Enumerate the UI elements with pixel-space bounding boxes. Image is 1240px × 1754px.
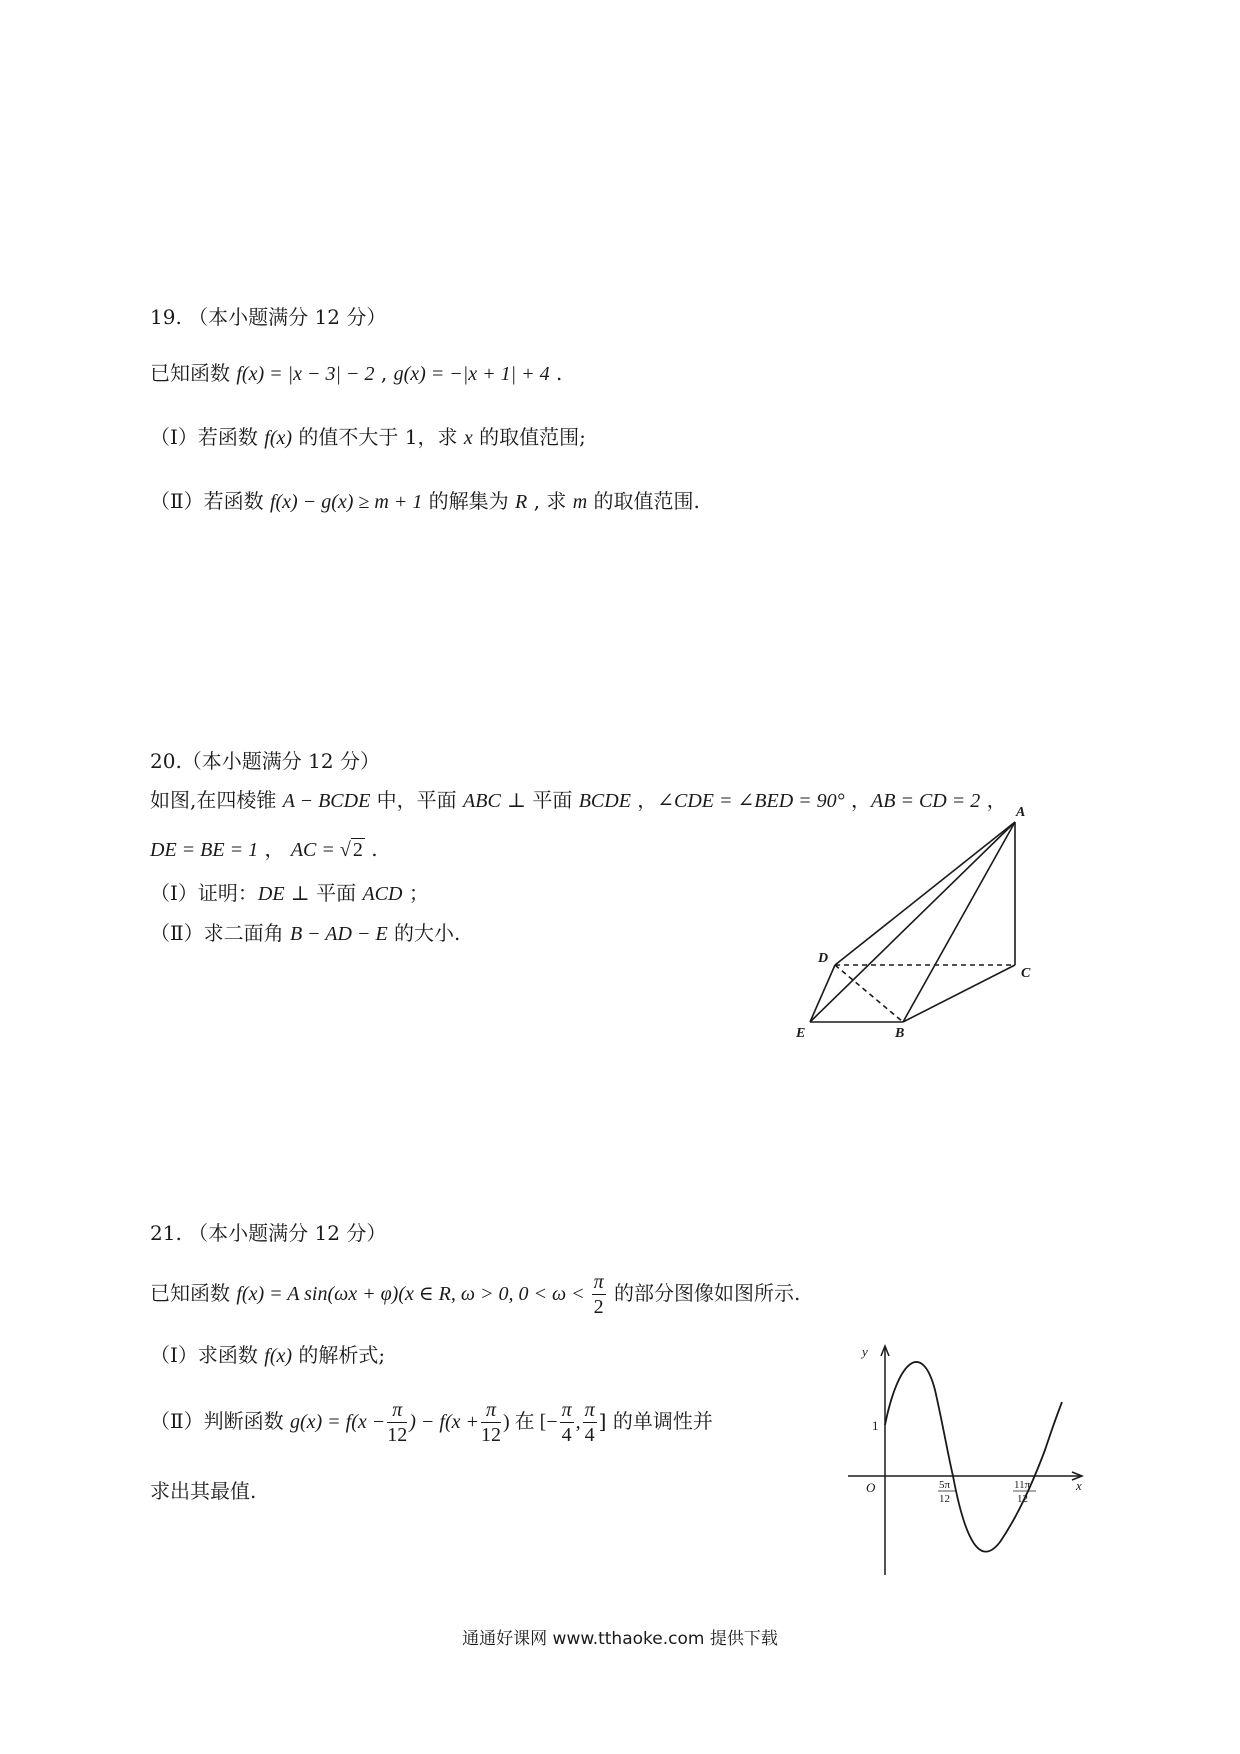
x-tick-5pi-12-den: 12	[939, 1493, 950, 1505]
q21-part1: （Ⅰ）求函数 f(x) 的解析式;	[150, 1343, 386, 1367]
edge-DE	[810, 965, 835, 1022]
label-C: C	[1021, 966, 1031, 981]
q19-f-definition: f(x) = |x − 3| − 2	[236, 363, 375, 385]
fraction-pi-over-4-a: $\frac{\pi}{4}$	[561, 1399, 572, 1446]
q20-stem-line2: DE = BE = 1 ， AC = √ 2 .	[150, 837, 378, 861]
sine-curve	[885, 1362, 1062, 1552]
axis-label-y: y	[862, 1344, 868, 1359]
fraction-pi-over-12-b: $\frac{\pi}{12}$	[481, 1399, 501, 1446]
q19-g-definition: g(x) = −|x + 1| + 4	[393, 363, 550, 385]
edge-AE	[810, 822, 1015, 1022]
edge-AD	[835, 822, 1015, 965]
q19-part2: （Ⅱ）若函数 f(x) − g(x) ≥ m + 1 的解集为 R , 求 m 的取值范围.	[150, 489, 700, 513]
q20-part2: （Ⅱ）求二面角 B − AD − E 的大小.	[150, 921, 461, 945]
q20-stem-line1: 如图,在四棱锥 A − BCDE 中，平面 ABC ⊥ 平面 BCDE ，∠CDE = ∠BED = 90° ，AB = CD = 2 ，	[150, 788, 1007, 812]
fraction-pi-over-4-b: $\frac{\pi}{4}$	[584, 1399, 595, 1446]
q19-part1: （Ⅰ）若函数 f(x) 的值不大于 1，求 x 的取值范围;	[150, 425, 586, 449]
q19-stem: 已知函数 f(x) = |x − 3| − 2 , g(x) = −|x + 1| + 4 .	[150, 361, 563, 385]
q20-header: 20.（本小题满分 12 分）	[150, 749, 380, 773]
q20-part1: （Ⅰ）证明：DE ⊥ 平面 ACD ；	[150, 881, 429, 905]
label-B: B	[895, 1026, 905, 1041]
sine-graph	[840, 1340, 1090, 1580]
q19-header: 19. （本小题满分 12 分）	[150, 305, 387, 329]
q21-part2: （Ⅱ）判断函数 g(x) = f(x − $\frac{\pi}{12}$ ) − f(x + $\frac{\pi}{12}$ ) 在 [− $\frac{\pi}{4}$ , $\frac{\pi}{4}$ ] 的单调性并	[150, 1399, 713, 1446]
q21-stem: 已知函数 f(x) = A sin(ωx + φ)(x ∈ R, ω > 0, 0 < ω < $\frac{\pi}{2}$ 的部分图像如图所示.	[150, 1271, 801, 1318]
axis-label-x: x	[1076, 1478, 1082, 1493]
x-tick-11pi-12-den: 12	[1017, 1493, 1028, 1505]
label-D: D	[818, 951, 829, 966]
x-tick-5pi-12-num: 5π	[939, 1479, 951, 1491]
q21-header: 21. （本小题满分 12 分）	[150, 1221, 387, 1245]
fraction-pi-over-12-a: $\frac{\pi}{12}$	[387, 1399, 408, 1446]
origin-label: O	[866, 1480, 876, 1495]
pyramid-figure	[790, 800, 1070, 1060]
label-A: A	[1016, 805, 1026, 820]
q21-part2-cont: 求出其最值.	[150, 1479, 257, 1503]
page-footer: 通通好课网 www.tthaoke.com 提供下载	[462, 1629, 778, 1649]
label-E: E	[796, 1026, 806, 1041]
edge-DB-dashed	[835, 965, 903, 1022]
y-tick-1: 1	[872, 1418, 879, 1433]
x-tick-11pi-12-num: 11π	[1014, 1479, 1031, 1491]
sqrt-two: √ 2	[339, 839, 363, 861]
edge-AB	[903, 822, 1015, 1022]
fraction-pi-over-2: $\frac{\pi}{2}$	[593, 1271, 604, 1318]
